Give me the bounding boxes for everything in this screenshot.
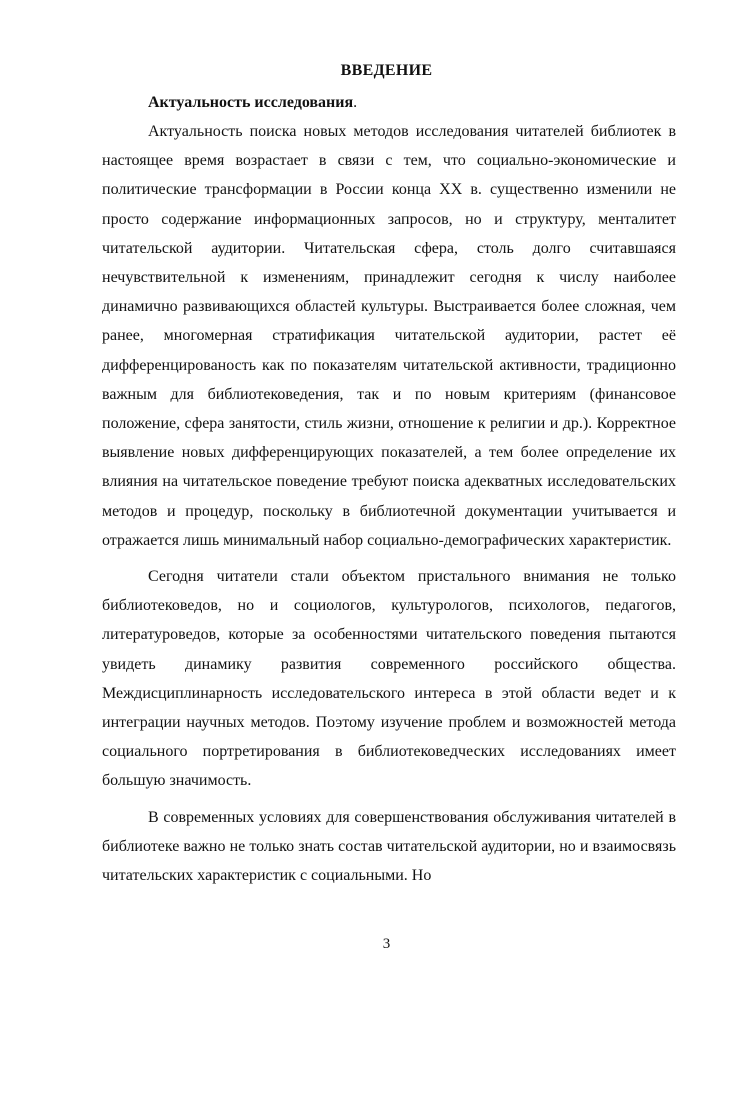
body-text xyxy=(102,117,676,897)
paragraph-1: Актуальность поиска новых методов исследования читателей библиотек в настоящее время возрастает в связи с тем, что социально-экономические и политические трансформации в России конца XX в. существенно изменили не просто содержание информационных запросов, но и структуру, менталитет читательской аудитории. Читательская сфера, столь долго считавшаяся нечувствительной к изменениям, принадлежит сегодня к числу наиболее динамично развивающихся областей культуры. Выстраивается более сложная, чем ранее, многомерная стратификация читательской аудитории, растет её дифференцированость как по показателям читательской активности, традиционно важным для библиотековедения, так и по новым критериям (финансовое положение, сфера занятости, стиль жизни, отношение к религии и др.). Корректное выявление новых дифференцирующих показателей, а тем более определение их влияния на читательское поведение требуют поиска адекватных исследовательских методов и процедур, поскольку в библиотечной документации учитывается и отражается лишь минимальный набор социально-демографических характеристик. xyxy=(102,123,676,549)
page-title: ВВЕДЕНИЕ xyxy=(340,62,433,79)
paragraph-3: В современных условиях для совершенствования обслуживания читателей в библиотеке важно не только знать состав читательской аудитории, но и взаимосвязь читательских характеристик с социальными. Но xyxy=(102,808,676,885)
paragraph-2: Сегодня читатели стали объектом пристального внимания не только библиотековедов, но и социологов, культурологов, психологов, педагогов, литературоведов, которые за особенностями читательского поведения пытаются увидеть динамику развития современного российского общества. Междисциплинарность исследовательского интереса в этой области ведет и к интеграции научных методов. Поэтому изучение проблем и возможностей метода социального портретирования в библиотековедческих исследованиях имеет большую значимость. xyxy=(102,568,676,790)
section-subheading-punct: . xyxy=(353,94,358,111)
page-number: 3 xyxy=(382,936,391,952)
section-subheading xyxy=(148,94,357,112)
section-subheading-text: Актуальность исследования xyxy=(148,94,354,111)
